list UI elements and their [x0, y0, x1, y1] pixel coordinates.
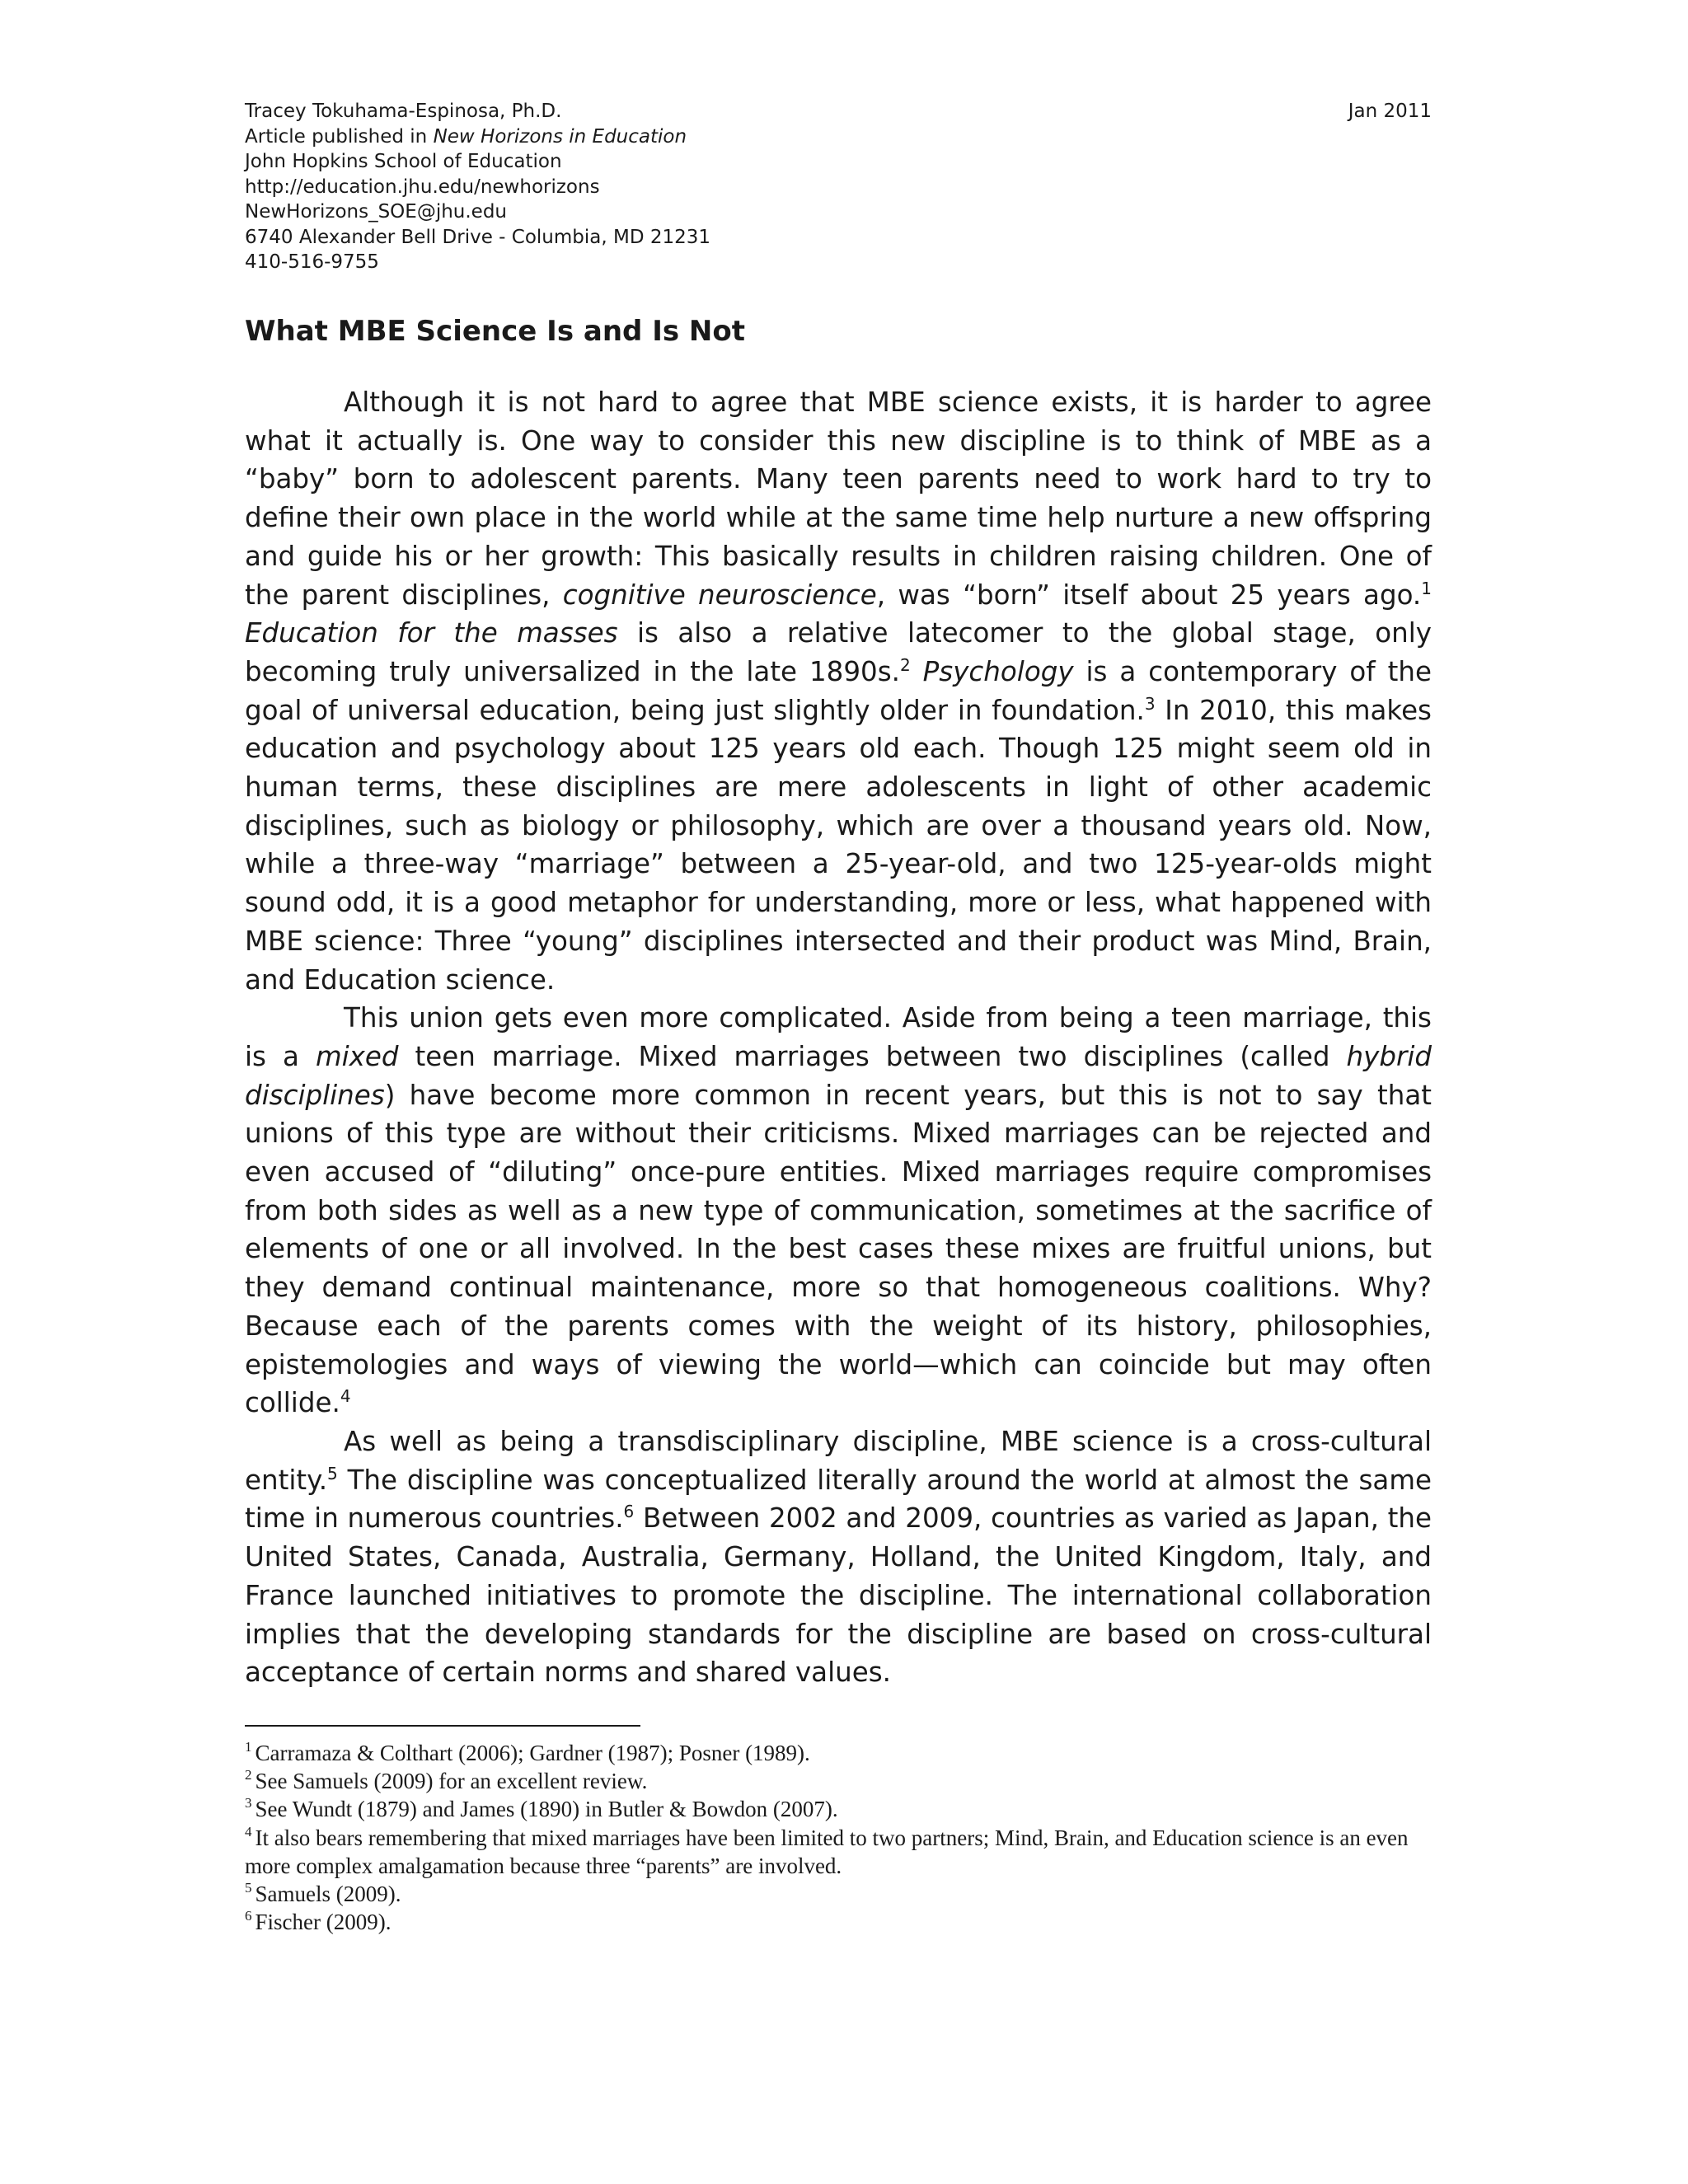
footnote-text: Carramaza & Colthart (2006); Gardner (1987); Posner (1989).: [255, 1741, 810, 1765]
body-paragraph: [245, 1422, 1432, 1692]
footnote: [245, 1795, 1432, 1823]
footnote-ref: 1: [1421, 578, 1432, 598]
text-run: Between 2002 and 2009, countries as varied as Japan, the United States, Canada, Australia, Germany, Holland, the United Kingdom, Italy, and France launched initiatives to promote the discipline. The international collaboration implies that the developing standards for the discipline are based on cross-cultural acceptance of certain norms and shared values.: [245, 1502, 1432, 1689]
footnote-number: 4: [245, 1823, 252, 1840]
footnote-ref: 4: [340, 1386, 351, 1407]
footnote: [245, 1824, 1432, 1880]
text-run: is a contemporary of the goal of universal education, being just slightly older in foundation.: [245, 655, 1432, 726]
italic-term: Psychology: [922, 655, 1074, 687]
italic-term: mixed: [315, 1040, 399, 1072]
address-line: 6740 Alexander Bell Drive - Columbia, MD 21231: [245, 226, 711, 248]
footnote-text: It also bears remembering that mixed marriages have been limited to two partners; Mind, Brain, and Education science is an even more complex amalgamation because three “parents” are involved.: [245, 1825, 1409, 1878]
text-run: is also a relative latecomer to the global stage, only becoming truly universalized in the late 1890s.: [245, 617, 1432, 687]
text-run: Although it is not hard to agree that MBE science exists, it is harder to agree what it actually is. One way to consider this new discipline is to think of MBE as a “baby” born to adolescent parents. Many teen parents need to work hard to try to define their own place in the world while at the same time help nurture a new offspring and guide his or her growth: This basically results in children raising children. One of the parent disciplines,: [245, 387, 1432, 611]
footnote: [245, 1908, 1432, 1936]
body-paragraph: [245, 383, 1432, 999]
published-prefix: Article published in: [245, 125, 434, 148]
phone-line: 410-516-9755: [245, 251, 379, 273]
document-header: [245, 99, 1432, 275]
footnote-text: See Wundt (1879) and James (1890) in Butler & Bowdon (2007).: [255, 1797, 838, 1822]
footnote: [245, 1739, 1432, 1767]
footnote-number: 3: [245, 1795, 252, 1811]
footnote: [245, 1767, 1432, 1795]
publication-line: [245, 124, 1432, 150]
footnote: [245, 1880, 1432, 1908]
url-line: http://education.jhu.edu/newhorizons: [245, 176, 600, 198]
text-run: teen marriage. Mixed marriages between two disciplines (called: [398, 1040, 1347, 1072]
footnote-text: Fischer (2009).: [255, 1910, 392, 1935]
italic-term: hybrid disciplines: [245, 1040, 1432, 1111]
text-run: In 2010, this makes education and psychology about 125 years old each. Though 125 might seem old in human terms, these disciplines are mere adolescents in light of other academic disciplines, such as biology or philosophy, which are over a thousand years old. Now, while a three-way “marriage” between a 25-year-old, and two 125-year-olds might sound odd, it is a good metaphor for understanding, more or less, what happened with MBE science: Three “young” disciplines intersected and their product was Mind, Brain, and Education science.: [245, 694, 1432, 996]
journal-name: New Horizons in Education: [433, 125, 687, 148]
text-run: [911, 656, 923, 687]
footnote-divider: [245, 1725, 640, 1727]
body-paragraph: [245, 999, 1432, 1422]
footnotes-section: [245, 1739, 1432, 1936]
footnote-number: 5: [245, 1880, 252, 1896]
text-run: The discipline was conceptualized literally around the world at almost the same time in numerous countries.: [245, 1464, 1432, 1535]
email-line: NewHorizons_SOE@jhu.edu: [245, 201, 508, 223]
footnote-ref: 3: [1144, 693, 1156, 714]
footnote-ref: 6: [623, 1502, 635, 1522]
text-run: , was “born” itself about 25 years ago.: [876, 579, 1422, 611]
text-run: As well as being a transdisciplinary discipline, MBE science is a cross-cultural entity.: [245, 1425, 1432, 1496]
footnote-number: 6: [245, 1908, 252, 1924]
footnote-ref: 2: [899, 654, 911, 675]
footnote-text: See Samuels (2009) for an excellent review.: [255, 1769, 648, 1794]
footnote-ref: 5: [327, 1463, 338, 1483]
text-run: ) have become more common in recent years, but this is not to say that unions of this type are without their criticisms. Mixed marriages can be rejected and even accused of “diluting” once-pure entities. Mixed marriages require compromises from both sides as well as a new type of communication, sometimes at the sacrifice of elements of one or all involved. In the best cases these mixes are fruitful unions, but they demand continual maintenance, more so that homogeneous coalitions. Why? Because each of the parents comes with the weight of its history, philosophies, epistemologies and ways of viewing the world—which can coincide but may often collide.: [245, 1079, 1432, 1419]
author-line: Tracey Tokuhama-Espinosa, Ph.D.: [245, 101, 562, 122]
footnote-number: 2: [245, 1767, 252, 1783]
italic-term: cognitive neuroscience: [562, 579, 877, 611]
footnote-number: 1: [245, 1739, 252, 1755]
article-body: [245, 383, 1432, 1692]
text-run: This union gets even more complicated. Aside from being a teen marriage, this is a: [245, 1002, 1432, 1072]
italic-term: Education for the masses: [245, 617, 618, 649]
school-line: John Hopkins School of Education: [245, 151, 562, 172]
article-title: What MBE Science Is and Is Not: [245, 315, 746, 348]
date-label: Jan 2011: [1348, 101, 1432, 122]
footnote-text: Samuels (2009).: [255, 1882, 401, 1907]
